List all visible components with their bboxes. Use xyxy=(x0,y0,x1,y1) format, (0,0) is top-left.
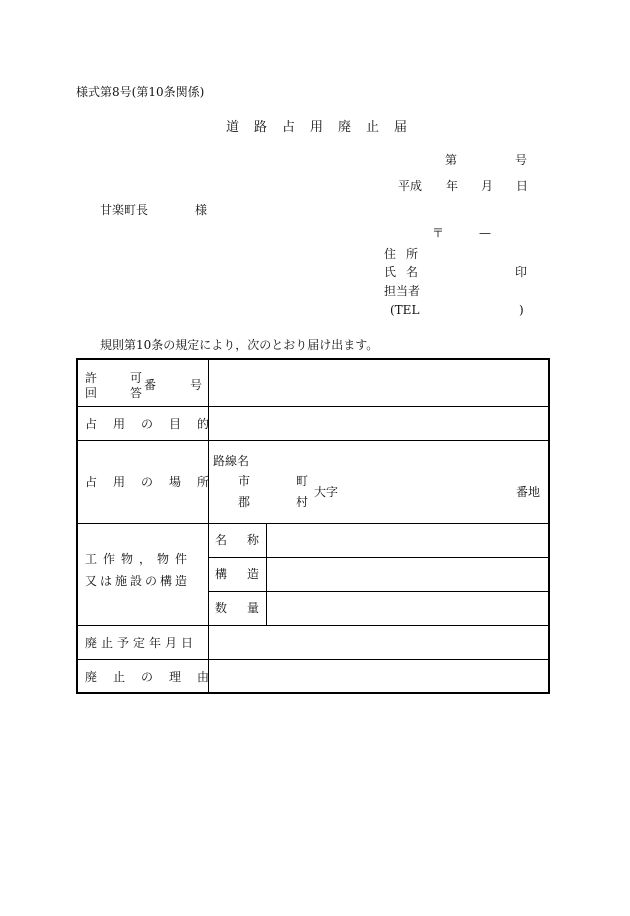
intro-text: 規則第10条の規定により，次のとおり届け出ます。 xyxy=(100,338,379,352)
permit-number-field[interactable] xyxy=(209,360,550,406)
purpose-field[interactable] xyxy=(209,407,550,440)
date-day: 日 xyxy=(516,179,529,193)
place-label: 占用の場所 xyxy=(85,475,226,489)
doc-number-prefix: 第 xyxy=(445,153,458,167)
abolish-date-field[interactable] xyxy=(209,626,550,659)
seal-mark: 印 xyxy=(515,265,528,279)
tel-close: ) xyxy=(519,303,524,317)
structure-build-field[interactable] xyxy=(267,558,550,591)
structure-name-field[interactable] xyxy=(267,524,550,557)
route-name-label: 路線名 xyxy=(213,454,250,468)
addressee-honorific: 様 xyxy=(195,203,208,217)
permit-word2a: 回 xyxy=(85,386,98,400)
county-label: 郡 xyxy=(238,495,251,509)
abolish-reason-field[interactable] xyxy=(209,660,550,693)
purpose-label-text: 占用の目的 xyxy=(85,417,226,431)
form-table xyxy=(76,358,550,694)
date-year: 年 xyxy=(446,179,459,193)
form-number: 様式第8号(第10条関係) xyxy=(76,85,205,99)
city-label: 市 xyxy=(238,474,251,488)
structure-quantity-label: 数量 xyxy=(215,601,280,615)
tel-open: (TEL xyxy=(390,303,420,317)
town-label: 町 xyxy=(296,474,309,488)
abolish-date-label: 廃止予定年月日 xyxy=(85,636,198,650)
structure-label-line2: 又は施設の構造 xyxy=(85,574,191,588)
name-label: 氏名 xyxy=(384,265,429,279)
structure-label-line1: 工作物，物件 xyxy=(85,552,194,566)
structure-build-label: 構造 xyxy=(215,567,280,581)
banchi-label: 番地 xyxy=(516,485,541,499)
page-title xyxy=(226,120,423,135)
postal-mark: 〒 xyxy=(432,226,445,240)
village-label: 村 xyxy=(296,495,309,509)
page-title-text: 道路占用廃止届 xyxy=(226,120,423,135)
permit-word2b: 答 xyxy=(130,386,143,400)
permit-go-label: 号 xyxy=(190,378,203,392)
postal-dash: — xyxy=(479,226,491,240)
oaza-label: 大字 xyxy=(314,485,339,499)
row-divider xyxy=(78,440,548,441)
structure-quantity-field[interactable] xyxy=(267,592,550,625)
date-month: 月 xyxy=(481,179,494,193)
addressee-name: 甘楽町長 xyxy=(100,203,149,217)
permit-word1b: 可 xyxy=(130,371,143,385)
address-label: 住所 xyxy=(384,247,429,261)
contact-label: 担当者 xyxy=(384,284,421,298)
date-era: 平成 xyxy=(398,179,423,193)
permit-word1a: 許 xyxy=(85,371,98,385)
purpose-label xyxy=(85,417,226,431)
doc-number-suffix: 号 xyxy=(515,153,528,167)
abolish-reason-label: 廃止の理由 xyxy=(85,670,226,684)
permit-number-label: 番 xyxy=(144,378,157,392)
structure-name-label: 名称 xyxy=(215,533,280,547)
